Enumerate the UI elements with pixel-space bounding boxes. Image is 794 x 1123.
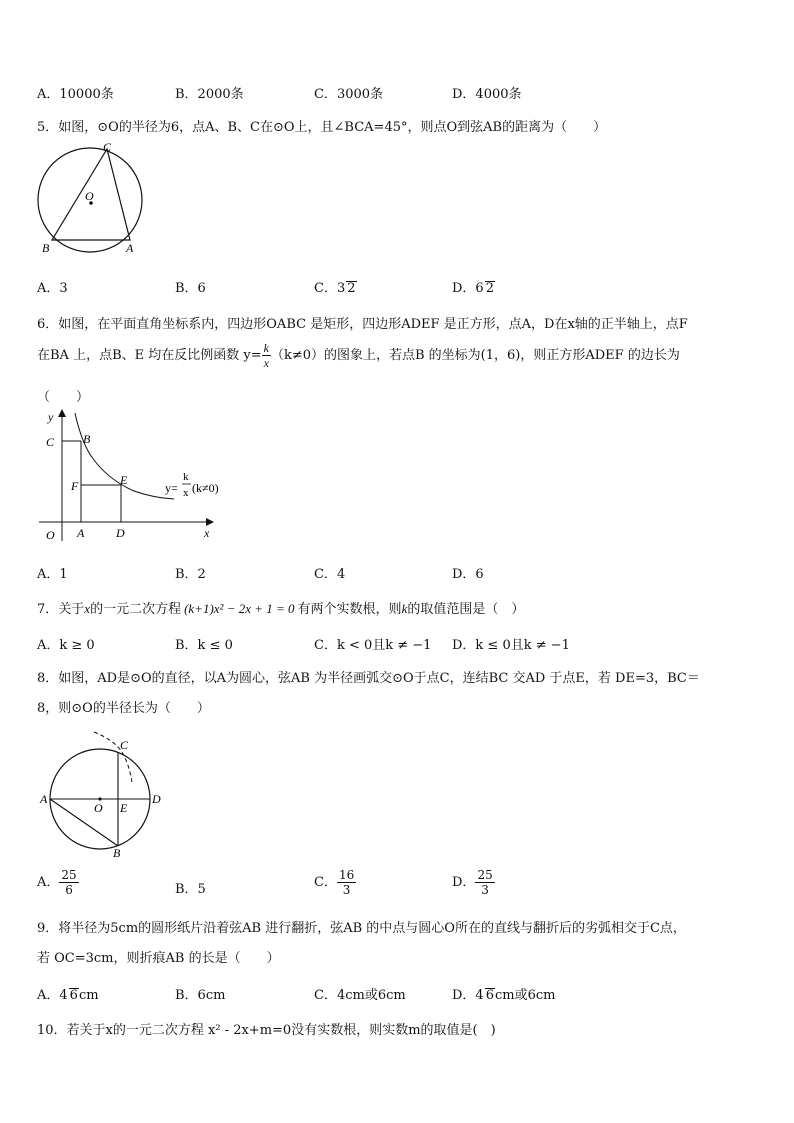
q8-stem-line1: 8．如图，AD是⊙O的直径，以A为圆心，弦AB 为半径画弧交⊙O于点C，连结BC 交AD 于点E，若 DE=3，BC＝ bbox=[37, 671, 700, 686]
q5-option-c-radicand: 2 bbox=[347, 281, 356, 296]
q6-option-d: D．6 bbox=[452, 567, 484, 582]
q9-option-a-unit: cm bbox=[78, 988, 99, 1003]
q7-var-k: k bbox=[401, 601, 408, 616]
q5-stem: 5．如图，⊙O的半径为6，点A、B、C在⊙O上，且∠BCA=45°，则点O到弦AB的距离为（ ） bbox=[37, 120, 607, 135]
q9-option-b: B．6cm bbox=[175, 988, 226, 1003]
q5-options bbox=[37, 277, 757, 295]
q5-label-c: C bbox=[103, 140, 112, 154]
q7-options bbox=[37, 634, 757, 652]
q9-stem-line2: 若 OC=3cm，则折痕AB 的长是（ ） bbox=[37, 951, 280, 966]
q5-label-o: O bbox=[85, 189, 94, 203]
q6-eq-pre: y= bbox=[165, 481, 178, 495]
q4-option-c: C．3000条 bbox=[314, 87, 384, 102]
q5-option-b: B．6 bbox=[175, 281, 206, 296]
q8-option-d bbox=[452, 868, 495, 897]
q4-option-b: B．2000条 bbox=[175, 87, 244, 102]
q6-frac-num: k bbox=[263, 341, 269, 355]
q5-option-d-prefix: D．6 bbox=[452, 281, 484, 296]
q8-option-d-prefix: D． bbox=[452, 875, 476, 890]
q7-stem-mid: 的一元二次方程 bbox=[90, 602, 182, 617]
q8-option-a-den: 6 bbox=[65, 883, 73, 897]
q8-label-a: A bbox=[40, 792, 48, 806]
q8-option-d-fraction bbox=[475, 868, 494, 897]
q8-option-c-fraction bbox=[337, 868, 356, 897]
q4-option-a: A．10000条 bbox=[37, 87, 114, 102]
q6-eq-num: k bbox=[183, 471, 189, 483]
q8-label-c: C bbox=[120, 738, 129, 752]
q6-stem-line2-pre: 在BA 上，点B、E 均在反比例函数 y= bbox=[37, 348, 262, 363]
q5-option-c-prefix: C．3 bbox=[314, 281, 346, 296]
q6-stem-line3: （ ） bbox=[37, 390, 90, 405]
q8-option-b: B．5 bbox=[175, 882, 206, 897]
q5-option-d-radicand: 2 bbox=[485, 281, 494, 296]
q8-options bbox=[37, 868, 757, 904]
q6-label-c: C bbox=[46, 435, 55, 449]
q5-option-c bbox=[314, 277, 357, 296]
q7-stem-mid2: 有两个实数根，则 bbox=[297, 602, 402, 617]
q8-option-c bbox=[314, 868, 356, 897]
q7-stem bbox=[37, 598, 524, 617]
q8-option-d-num: 25 bbox=[477, 868, 493, 882]
q8-option-a bbox=[37, 868, 79, 897]
q7-stem-pre: 7．关于 bbox=[37, 602, 85, 617]
q9-option-a bbox=[37, 984, 99, 1003]
q8-option-a-prefix: A． bbox=[37, 875, 60, 890]
q8-option-c-prefix: C． bbox=[314, 875, 337, 890]
q8-option-a-fraction bbox=[59, 868, 78, 897]
q7-var-x: x bbox=[84, 601, 91, 616]
q6-frac-den: x bbox=[263, 356, 269, 370]
q5-label-a: A bbox=[126, 241, 134, 255]
q8-stem-line2: 8，则⊙O的半径长为（ ） bbox=[37, 701, 210, 716]
q6-eq-den: x bbox=[183, 487, 189, 499]
q7-option-d: D．k ≤ 0且k ≠ −1 bbox=[452, 638, 570, 653]
q10-stem: 10．若关于x的一元二次方程 x² - 2x+m=0没有实数根，则实数m的取值是( ) bbox=[37, 1023, 496, 1038]
q9-option-c: C．4cm或6cm bbox=[314, 988, 406, 1003]
q6-label-a: A bbox=[77, 526, 85, 540]
q7-option-b: B．k ≤ 0 bbox=[175, 638, 233, 653]
q9-option-d-prefix: D．4 bbox=[452, 988, 484, 1003]
q9-option-a-prefix: A．4 bbox=[37, 988, 68, 1003]
q7-option-a: A．k ≥ 0 bbox=[37, 638, 95, 653]
q5-figure bbox=[34, 140, 149, 258]
q6-stem-line1: 6．如图，在平面直角坐标系内，四边形OABC 是矩形，四边形ADEF 是正方形，点A，D在x轴的正半轴上，点F bbox=[37, 317, 688, 332]
q6-figure bbox=[34, 405, 219, 545]
q6-option-b: B．2 bbox=[175, 567, 206, 582]
q6-eq-post: (k≠0) bbox=[192, 481, 219, 495]
q6-fraction bbox=[262, 341, 271, 370]
q5-label-b: B bbox=[42, 241, 50, 255]
q6-stem-line2-post: （k≠0）的图象上，若点B 的坐标为(1，6)，则正方形ADEF 的边长为 bbox=[270, 348, 680, 363]
q9-options bbox=[37, 984, 757, 1002]
q9-option-d-radicand: 6 bbox=[485, 988, 494, 1003]
q8-option-c-den: 3 bbox=[342, 883, 351, 897]
q6-label-o: O bbox=[46, 528, 55, 542]
q8-option-a-num: 25 bbox=[61, 868, 77, 882]
q6-y-arrow-icon bbox=[58, 409, 66, 417]
q8-segment-ab bbox=[50, 799, 118, 846]
q5-option-d bbox=[452, 277, 495, 296]
q9-stem-line1: 9．将半径为5cm的圆形纸片沿着弦AB 进行翻折，弦AB 的中点与圆心O所在的直线与翻折后的劣弧相交于C点， bbox=[37, 921, 686, 936]
q8-label-o: O bbox=[94, 801, 103, 815]
q6-option-c: C．4 bbox=[314, 567, 346, 582]
q6-option-a: A．1 bbox=[37, 567, 68, 582]
q7-equation: (k+1)x² − 2x + 1 = 0 bbox=[184, 601, 295, 616]
q6-label-b: B bbox=[83, 432, 91, 446]
q6-stem-line2 bbox=[37, 341, 680, 375]
q6-label-d: D bbox=[116, 526, 125, 540]
q6-x-arrow-icon bbox=[206, 518, 214, 526]
q8-option-d-den: 3 bbox=[481, 883, 489, 897]
q8-label-b: B bbox=[113, 846, 121, 860]
q8-option-c-num: 16 bbox=[338, 868, 355, 882]
q7-option-c: C．k < 0且k ≠ −1 bbox=[314, 638, 432, 653]
q5-option-a: A．3 bbox=[37, 281, 68, 296]
q7-stem-post: 的取值范围是（ ） bbox=[407, 602, 525, 617]
q6-label-e: E bbox=[120, 473, 128, 487]
q6-label-y: y bbox=[48, 410, 54, 424]
q9-option-a-radicand: 6 bbox=[69, 988, 78, 1003]
q6-options bbox=[37, 563, 757, 581]
q8-figure bbox=[36, 728, 171, 861]
q6-label-x: x bbox=[204, 526, 210, 540]
q9-option-d bbox=[452, 984, 555, 1003]
q8-label-d: D bbox=[152, 792, 161, 806]
q8-label-e: E bbox=[120, 801, 128, 815]
q4-option-d: D．4000条 bbox=[452, 87, 522, 102]
q4-options bbox=[37, 83, 757, 101]
q9-option-d-unit: cm或6cm bbox=[494, 988, 556, 1003]
q6-label-f: F bbox=[71, 479, 79, 493]
